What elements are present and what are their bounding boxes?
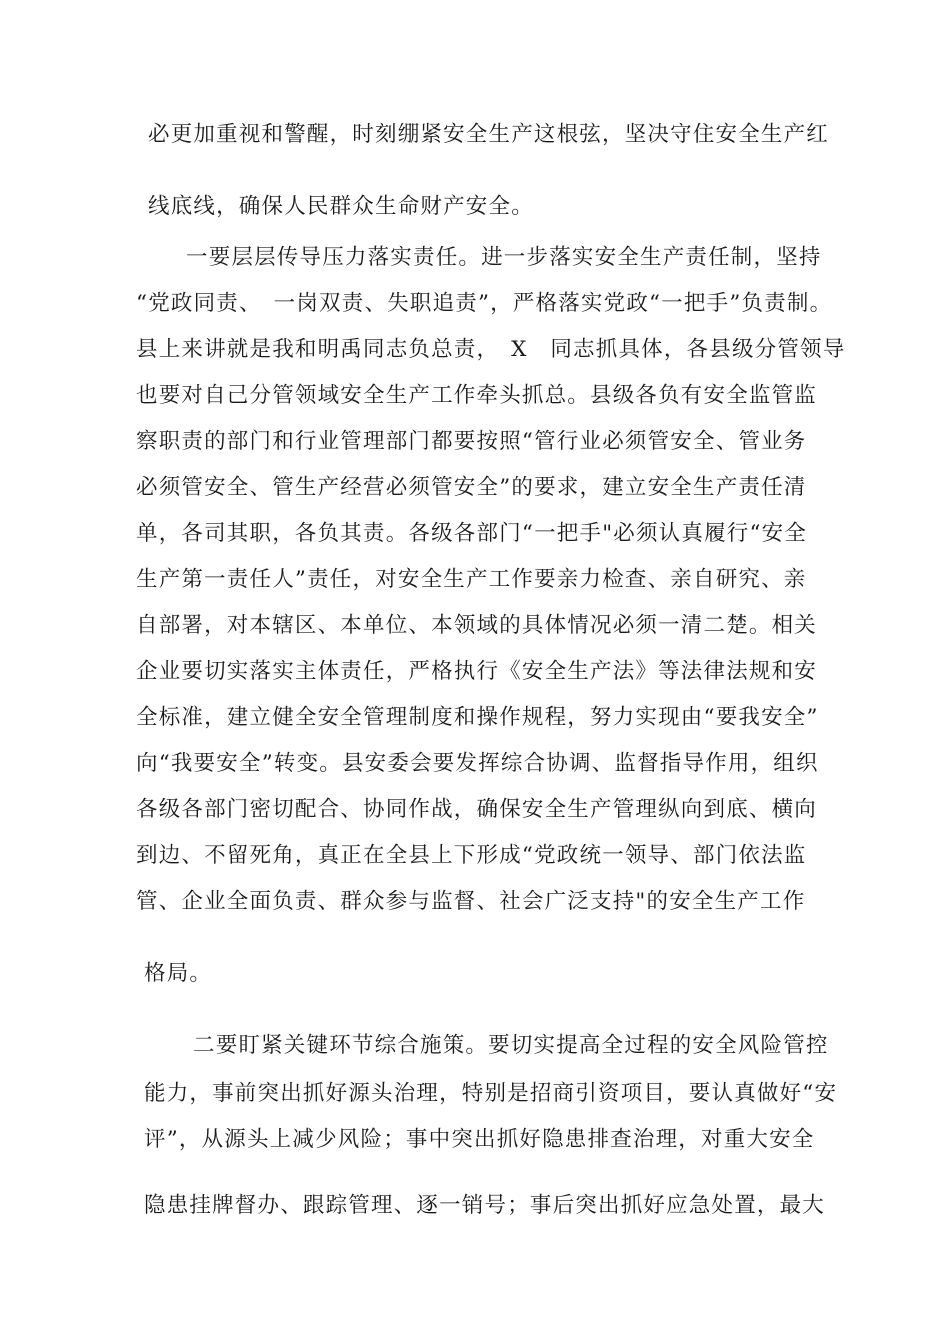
paragraph-2-first-line: 二要盯紧关键环节综合施策。要切实提高全过程的安全风险管控 [193, 1033, 829, 1058]
text-line: 线底线，确保人民群众生命财产安全。 [148, 194, 534, 219]
text-line: 必须管安全、管生产经营必须管安全”的要求，建立安全生产责任清 [136, 475, 807, 500]
text-line: 全标准，建立健全安全管理制度和操作规程，努力实现由“要我安全” [136, 705, 819, 730]
paragraph-1-first-line: 一要层层传导压力落实责任。进一步落实安全生产责任制，坚持 [186, 245, 822, 270]
text-line: 隐患挂牌督办、跟踪管理、逐一销号；事后突出抓好应急处置，最大 [144, 1193, 826, 1218]
text-line: “党政同责、 一岗双责、失职追责”，严格落实党政“一把手”负责制。 [136, 291, 833, 316]
text-line: 管、企业全面负责、群众参与监督、社会广泛支持"的安全生产工作 [136, 889, 806, 914]
text-line: 也要对自己分管领域安全生产工作牵头抓总。县级各负有安全监管监 [136, 383, 818, 408]
text-line: 向“我要安全”转变。县安委会要发挥综合协调、监督指导作用，组织 [136, 751, 819, 776]
text-line: 能力，事前突出抓好源头治理，特别是招商引资项目，要认真做好“安 [144, 1081, 838, 1106]
text-line: 自部署，对本辖区、本单位、本领域的具体情况必须一清二楚。相关 [136, 613, 818, 638]
text-line: 单，各司其职，各负其责。各级各部门“一把手"必须认真履行“安全 [136, 521, 808, 546]
text-line: 评”，从源头上减少风险；事中突出抓好隐患排查治理，对重大安全 [144, 1127, 815, 1152]
text-line: 各级各部门密切配合、协同作战，确保安全生产管理纵向到底、横向 [136, 797, 818, 822]
text-line: 格局。 [144, 961, 213, 986]
text-line: 必更加重视和警醒，时刻绷紧安全生产这根弦，坚决守住安全生产红 [148, 122, 830, 147]
text-line: 生产第一责任人”责任，对安全生产工作要亲力检查、亲自研究、亲 [136, 567, 807, 592]
text-line: 县上来讲就是我和明禹同志负总责， X 同志抓具体，各县级分管领导 [136, 337, 846, 362]
text-line: 察职责的部门和行业管理部门都要按照“管行业必须管安全、管业务 [136, 429, 807, 454]
text-line: 企业要切实落实主体责任，严格执行《安全生产法》等法律法规和安 [136, 659, 818, 684]
text-line: 到边、不留死角，真正在全县上下形成“党政统一领导、部门依法监 [136, 843, 807, 868]
